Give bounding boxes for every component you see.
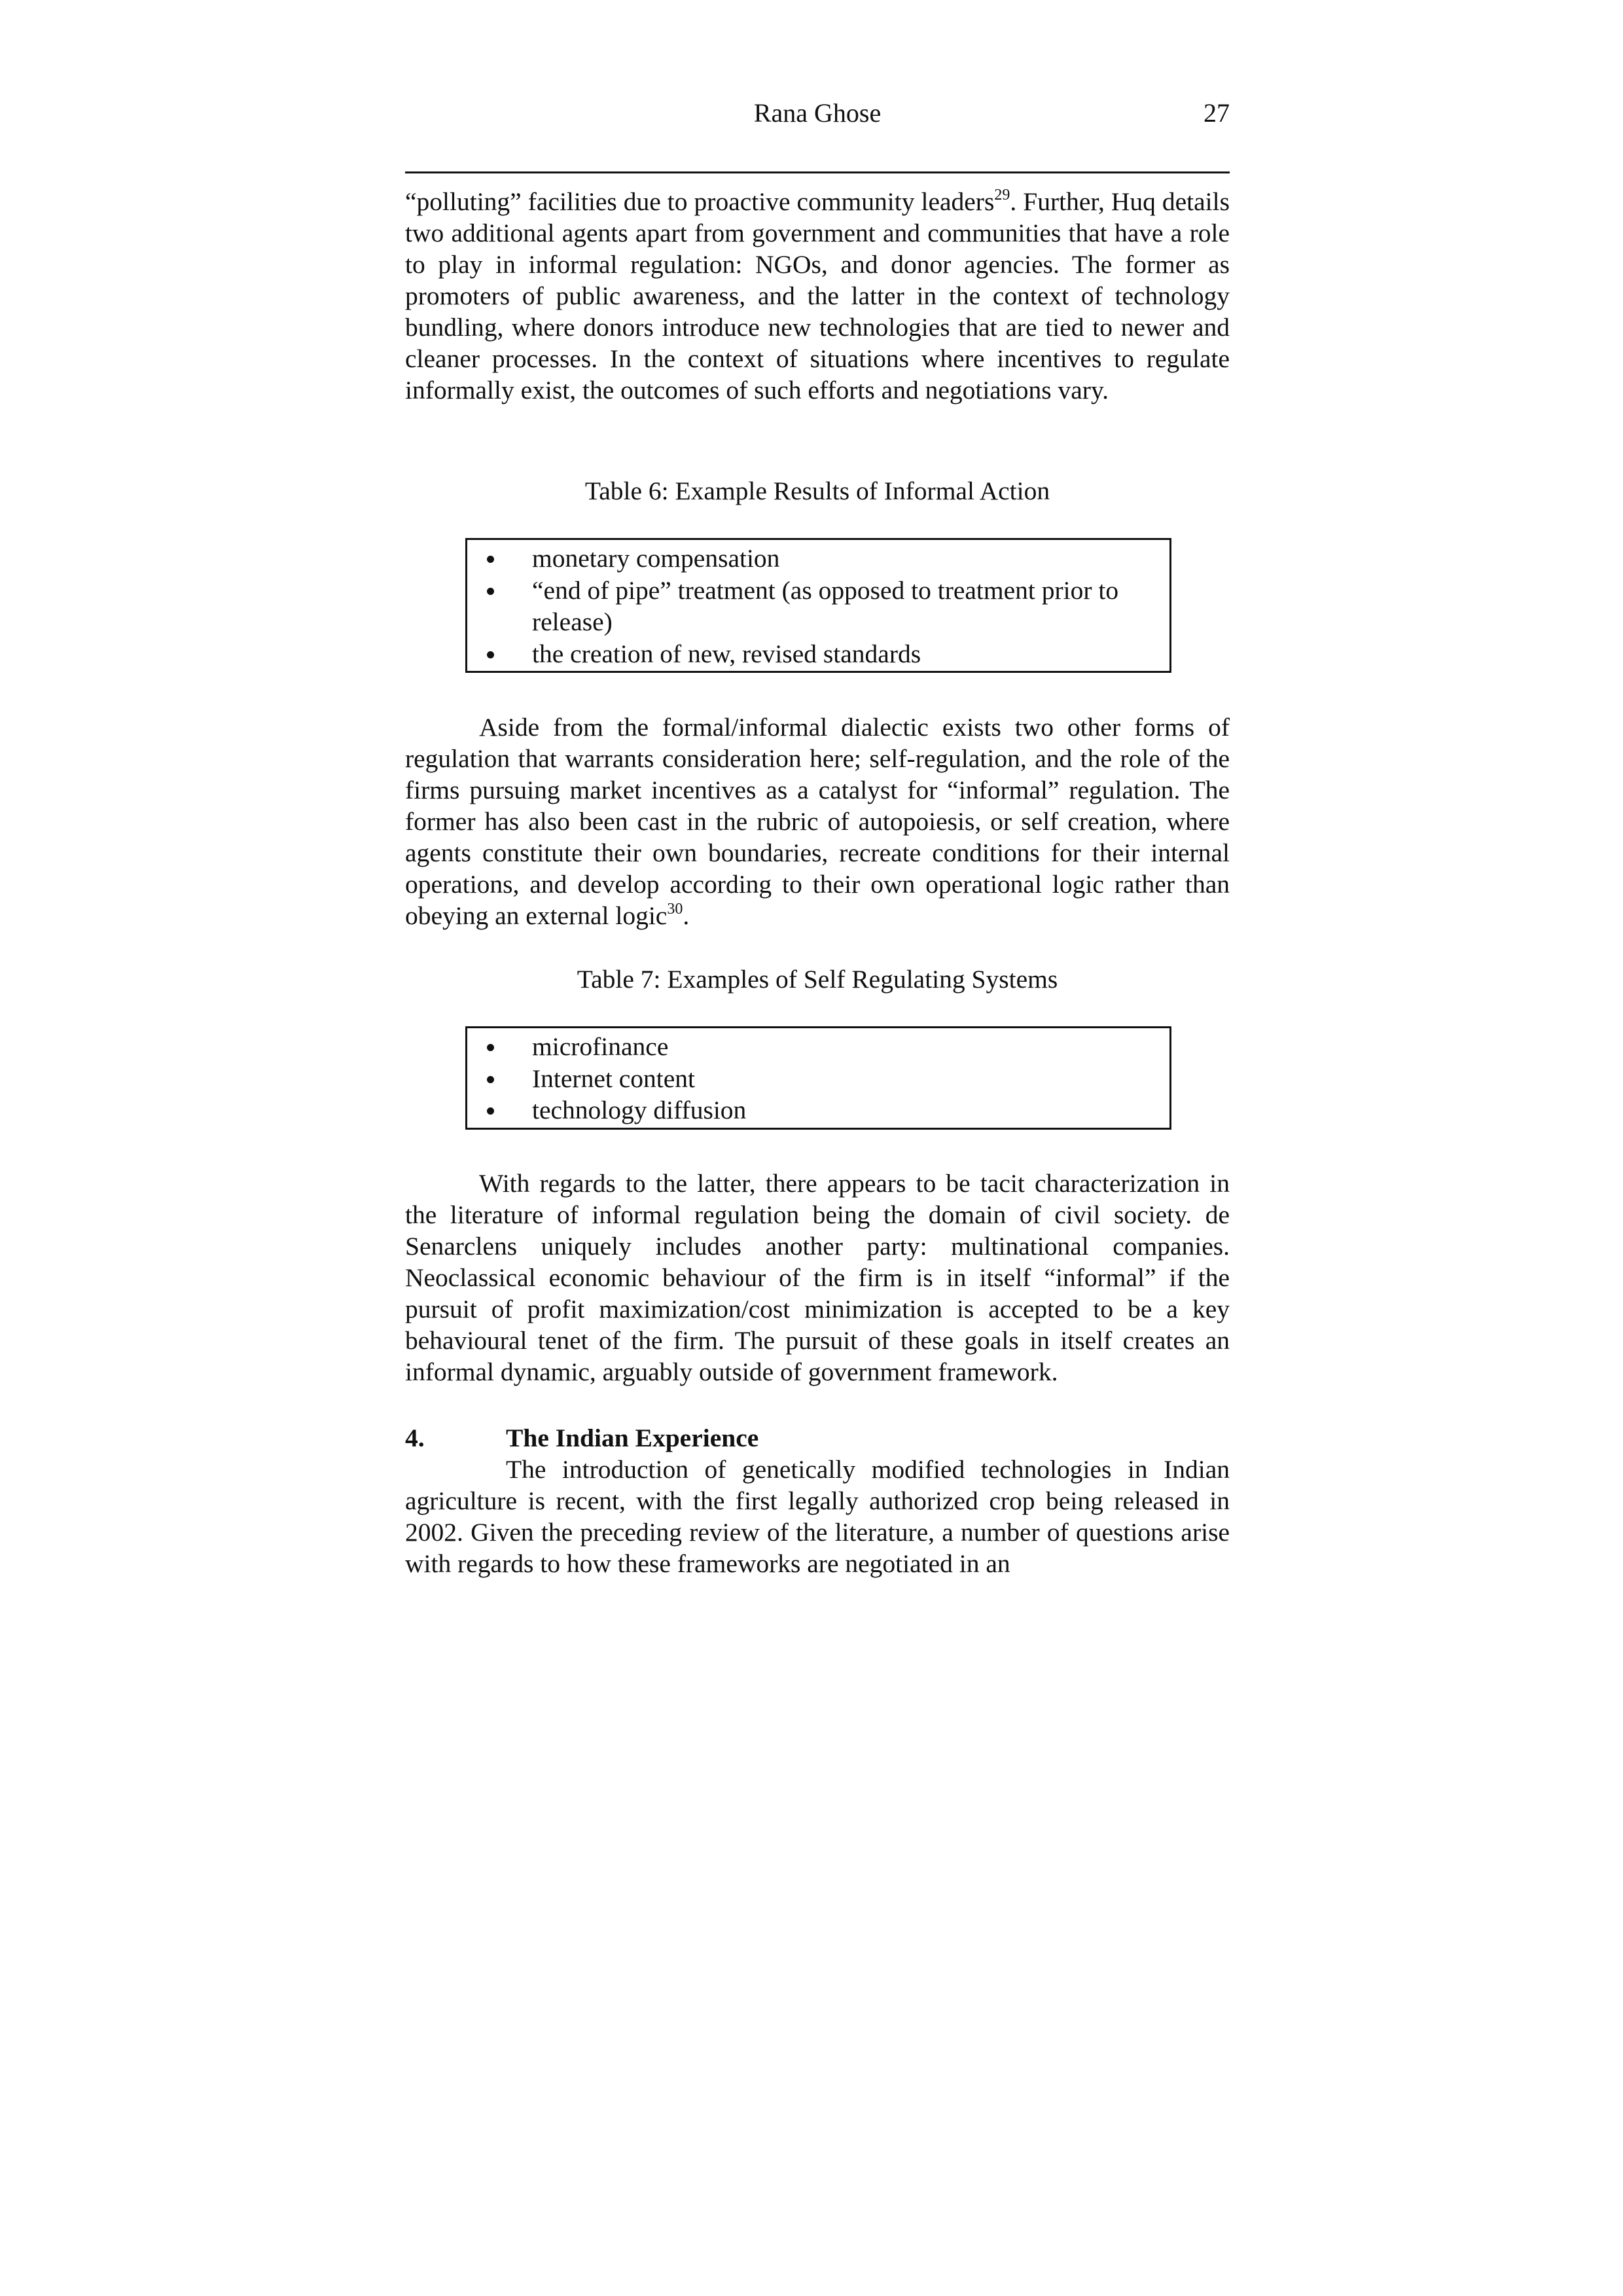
section-heading (405, 1422, 1230, 1454)
list-item-text: microfinance (532, 1032, 669, 1061)
paragraph-text: “polluting” facilities due to proactive community leaders (405, 187, 995, 216)
running-header-author: Rana Ghose (753, 98, 882, 128)
bullet-icon (467, 1031, 532, 1063)
table-7-box (465, 1026, 1171, 1130)
list-item (467, 1031, 1156, 1063)
list-item-text: monetary compensation (532, 544, 780, 573)
list-item (467, 575, 1156, 638)
paragraph-informal-agents (405, 186, 1230, 406)
table-7-caption: Table 7: Examples of Self Regulating Systems (577, 965, 1058, 994)
paragraph-indian-experience: The introduction of genetically modified technologies in Indian agriculture is recent, with the first legally authorized crop being released in 2002. Given the preceding review of the literature, a number of questions arise with regards to how these frameworks are negotiated in an (405, 1455, 1230, 1578)
footnote-ref-30: 30 (667, 901, 683, 918)
paragraph-self-regulation (405, 711, 1230, 931)
section-title: The Indian Experience (506, 1424, 759, 1452)
page-number: 27 (1204, 98, 1230, 128)
paragraph-text-continued: . (683, 901, 690, 930)
footnote-ref-29: 29 (994, 187, 1010, 204)
table-6-caption: Table 6: Example Results of Informal Action (584, 476, 1050, 505)
list-item (467, 638, 1156, 670)
list-item (467, 543, 1156, 575)
list-item-text: Internet content (532, 1064, 695, 1093)
section-number: 4. (405, 1424, 425, 1452)
bullet-icon (467, 1063, 532, 1095)
paragraph-text-continued: . Further, Huq details two additional agents apart from government and communities that have a role to play in informal regulation: NGOs, and donor agencies. The former as promoters of public awareness, and the latter in the context of technology bundling, where donors introduce new technologies that are tied to newer and cleaner processes. In the context of situations where incentives to regulate informally exist, the outcomes of such efforts and negotiations vary. (405, 187, 1230, 404)
list-item-text: “end of pipe” treatment (as opposed to treatment prior to release) (532, 575, 1119, 636)
list-item (467, 1063, 1156, 1095)
list-item (467, 1094, 1156, 1126)
header-rule (405, 171, 1230, 173)
list-item-text: technology diffusion (532, 1096, 747, 1124)
bullet-icon (467, 543, 532, 575)
running-header (405, 96, 1230, 131)
bullet-icon (467, 638, 532, 670)
bullet-icon (467, 1094, 532, 1126)
table-6-box (465, 538, 1171, 673)
list-item-text: the creation of new, revised standards (532, 639, 921, 668)
bullet-icon (467, 575, 532, 638)
paragraph-text: Aside from the formal/informal dialectic exists two other forms of regulation that warrants consideration here; self-regulation, and the role of the firms pursuing market incentives as a catalyst for “informal” regulation. The former has also been cast in the rubric of autopoiesis, or self creation, where agents constitute their own boundaries, recreate conditions for their internal operations, and develop according to their own operational logic rather than obeying an external logic (405, 713, 1230, 930)
paragraph-market-incentives: With regards to the latter, there appears to be tacit characterization in the literature of informal regulation being the domain of civil society. de Senarclens uniquely includes another party: multinational companies. Neoclassical economic behaviour of the firm is in itself “informal” if the pursuit of profit maximization/cost minimization is accepted to be a key behavioural tenet of the firm. The pursuit of these goals in itself creates an informal dynamic, arguably outside of government framework. (405, 1169, 1230, 1386)
